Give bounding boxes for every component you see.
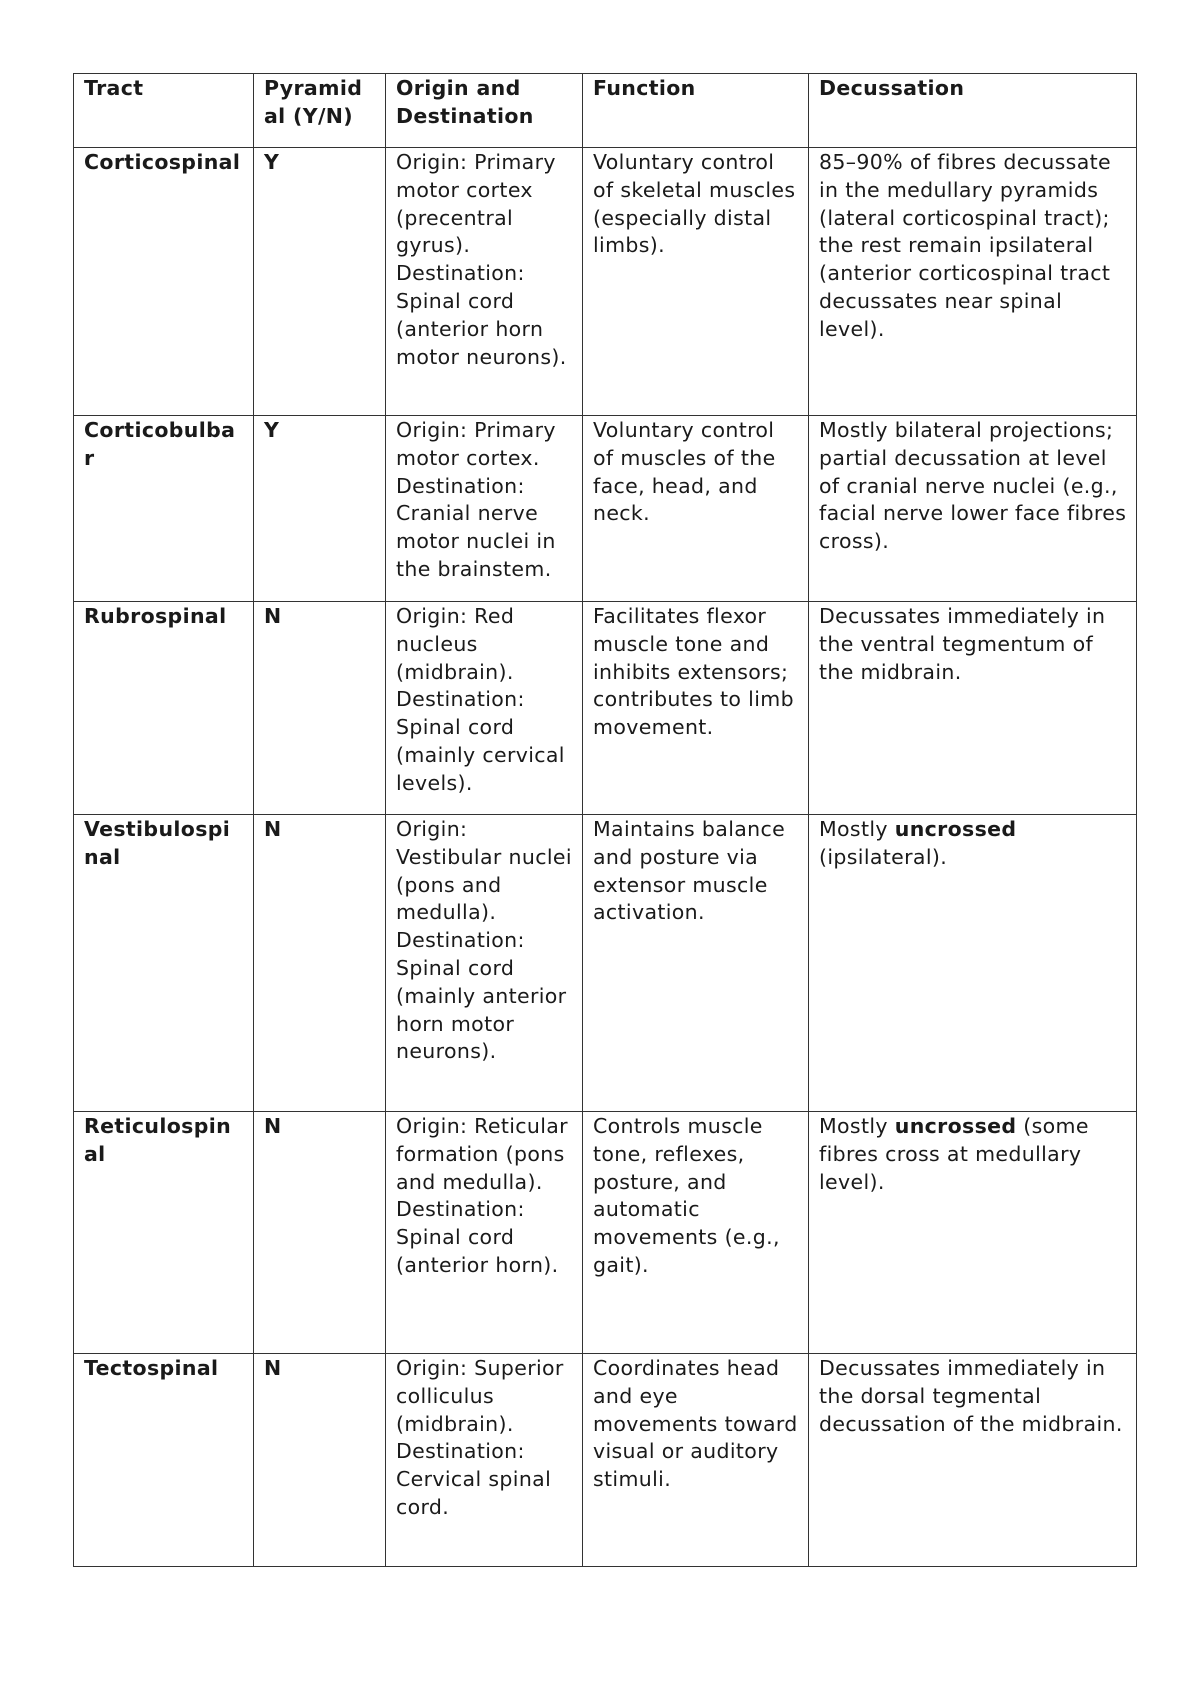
table-row	[74, 416, 1137, 602]
table-row	[74, 1354, 1137, 1567]
header-origin-destination: Origin and Destination	[386, 74, 583, 148]
pyramidal-cell: Y	[254, 148, 386, 416]
origin-destination-cell	[386, 815, 583, 1112]
decussation-emphasis: uncrossed	[894, 1114, 1017, 1138]
origin-destination-cell	[386, 416, 583, 602]
decussation-cell	[809, 1112, 1137, 1354]
decussation-cell	[809, 602, 1137, 815]
destination-text: Destination: Cranial nerve motor nuclei in the brainstem.	[396, 473, 556, 581]
origin-text: Origin: Primary motor cortex.	[396, 418, 556, 470]
function-cell: Voluntary control of muscles of the face, head, and neck.	[583, 416, 809, 602]
origin-destination-cell	[386, 1112, 583, 1354]
pyramidal-cell: N	[254, 602, 386, 815]
decussation-text: Decussates immediately in the dorsal tegmental decussation of the midbrain.	[819, 1356, 1123, 1436]
tract-name-cell: Corticospinal	[74, 148, 254, 416]
table-header-row	[74, 74, 1137, 148]
table-row	[74, 602, 1137, 815]
header-tract: Tract	[74, 74, 254, 148]
pyramidal-cell: N	[254, 1112, 386, 1354]
destination-text: Destination: Spinal cord (mainly anterior horn motor neurons).	[396, 928, 567, 1064]
tract-name-cell: Vestibulospinal	[74, 815, 254, 1112]
decussation-cell	[809, 148, 1137, 416]
function-cell: Voluntary control of skeletal muscles (especially distal limbs).	[583, 148, 809, 416]
table-row	[74, 815, 1137, 1112]
origin-destination-cell	[386, 148, 583, 416]
origin-text: Origin: Reticular formation (pons and medulla).	[396, 1114, 568, 1194]
destination-text: Destination: Spinal cord (anterior horn).	[396, 1197, 559, 1277]
origin-text: Origin: Red nucleus (midbrain).	[396, 604, 515, 684]
tract-name-cell: Reticulospinal	[74, 1112, 254, 1354]
table-row	[74, 148, 1137, 416]
destination-text: Destination: Spinal cord (mainly cervical levels).	[396, 687, 565, 795]
decussation-cell	[809, 1354, 1137, 1567]
function-cell: Maintains balance and posture via extensor muscle activation.	[583, 815, 809, 1112]
decussation-text: Mostly	[819, 1114, 895, 1138]
function-cell: Controls muscle tone, reflexes, posture, and automatic movements (e.g., gait).	[583, 1112, 809, 1354]
header-function: Function	[583, 74, 809, 148]
pyramidal-cell: Y	[254, 416, 386, 602]
table-row	[74, 1112, 1137, 1354]
function-cell: Facilitates flexor muscle tone and inhibits extensors; contributes to limb movement.	[583, 602, 809, 815]
header-pyramidal: Pyramidal (Y/N)	[254, 74, 386, 148]
decussation-cell	[809, 815, 1137, 1112]
origin-text: Origin: Primary motor cortex (precentral gyrus).	[396, 150, 556, 258]
origin-text: Origin: Superior colliculus (midbrain).	[396, 1356, 564, 1436]
pyramidal-cell: N	[254, 815, 386, 1112]
motor-tracts-table	[73, 73, 1137, 1567]
tract-name-cell: Tectospinal	[74, 1354, 254, 1567]
function-cell: Coordinates head and eye movements toward visual or auditory stimuli.	[583, 1354, 809, 1567]
destination-text: Destination: Spinal cord (anterior horn motor neurons).	[396, 261, 567, 369]
origin-destination-cell	[386, 602, 583, 815]
decussation-cell	[809, 416, 1137, 602]
tract-name-cell: Rubrospinal	[74, 602, 254, 815]
header-decussation: Decussation	[809, 74, 1137, 148]
decussation-text: Mostly bilateral projections; partial decussation at level of cranial nerve nuclei (e.g., facial nerve lower face fibres cross).	[819, 418, 1127, 554]
decussation-text: 85–90% of fibres decussate in the medullary pyramids (lateral corticospinal tract); the rest remain ipsilateral (anterior corticospinal tract decussates near spinal level).	[819, 150, 1111, 341]
decussation-emphasis: uncrossed	[894, 817, 1017, 841]
decussation-text: Mostly	[819, 817, 895, 841]
origin-destination-cell	[386, 1354, 583, 1567]
decussation-text-tail: (ipsilateral).	[819, 844, 948, 869]
tract-name-cell: Corticobulbar	[74, 416, 254, 602]
pyramidal-cell: N	[254, 1354, 386, 1567]
destination-text: Destination: Cervical spinal cord.	[396, 1439, 552, 1519]
origin-text: Origin: Vestibular nuclei (pons and medulla).	[396, 817, 572, 925]
decussation-text: Decussates immediately in the ventral tegmentum of the midbrain.	[819, 604, 1106, 684]
decussation-text-tail: (some fibres cross at medullary level).	[819, 1114, 1089, 1194]
